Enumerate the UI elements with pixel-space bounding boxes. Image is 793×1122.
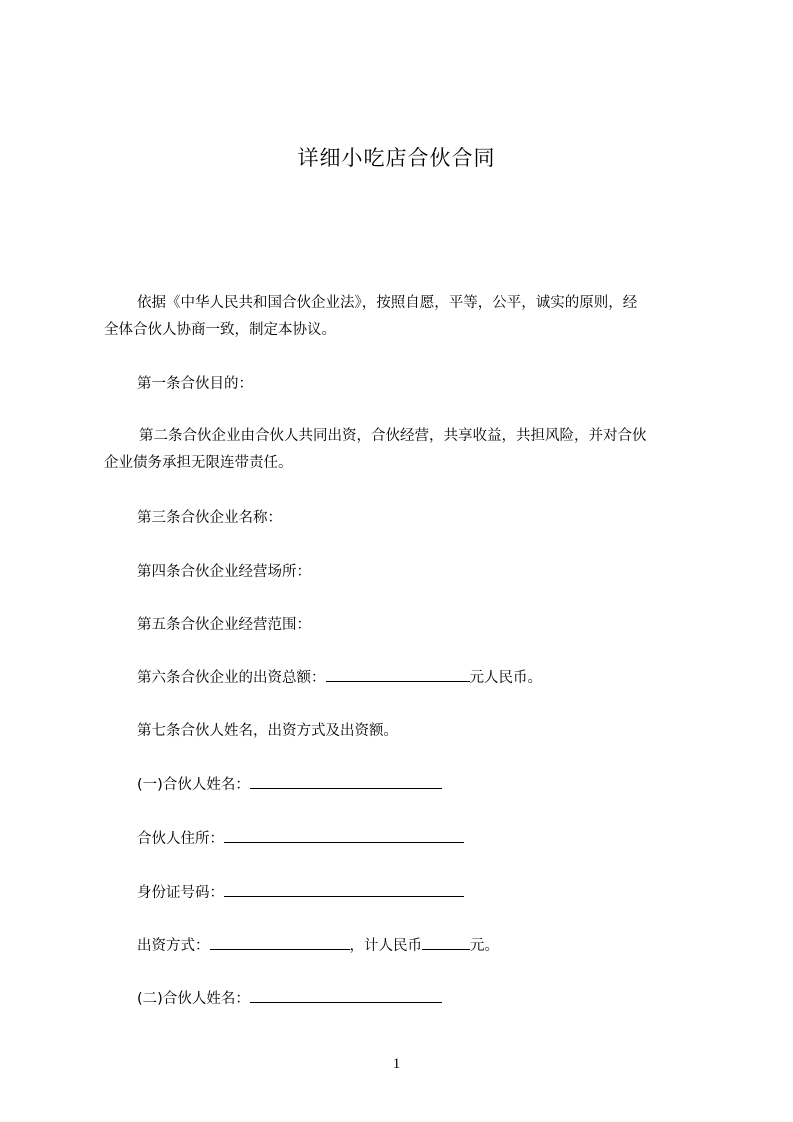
- article-6-suffix: 元人民币。: [469, 670, 542, 686]
- partner-1-name-blank[interactable]: [250, 772, 442, 789]
- article-5: 第五条合伙企业经营范围：: [137, 617, 311, 633]
- article-6: [137, 665, 542, 687]
- article-2-paragraph: [104, 423, 704, 477]
- article-2-line-2: 企业债务承担无限连带责任。: [104, 455, 293, 471]
- contribution-suffix: 元。: [470, 938, 499, 954]
- document-title: 详细小吃店合伙合同: [297, 146, 496, 170]
- article-4: 第四条合伙企业经营场所：: [137, 564, 311, 580]
- intro-line-2: 全体合伙人协商一致，制定本协议。: [104, 322, 336, 338]
- partner-1-id-label: 身份证号码：: [137, 885, 224, 901]
- partner-2-name-label: (二)合伙人姓名：: [137, 991, 250, 1007]
- intro-paragraph: [104, 290, 704, 344]
- article-2-line-1: 第二条合伙企业由合伙人共同出资，合伙经营，共享收益，共担风险，并对合伙: [139, 428, 647, 444]
- article-3: 第三条合伙企业名称：: [137, 510, 282, 526]
- article-7: 第七条合伙人姓名，出资方式及出资额。: [137, 723, 398, 739]
- page-number: 1: [392, 1056, 401, 1072]
- partner-2-name-blank[interactable]: [250, 986, 442, 1003]
- article-1: 第一条合伙目的：: [137, 376, 253, 392]
- partner-1-name-label: (一)合伙人姓名：: [137, 777, 250, 793]
- contribution-method-label: 出资方式：: [137, 938, 210, 954]
- total-capital-blank[interactable]: [326, 665, 470, 682]
- partner-1-contribution-row: [137, 933, 499, 955]
- contribution-amount-blank[interactable]: [422, 933, 470, 950]
- intro-line-1: 依据《中华人民共和国合伙企业法》，按照自愿，平等，公平，诚实的原则，经: [137, 295, 638, 311]
- partner-1-address-row: [137, 826, 464, 848]
- contribution-amount-label: ，计人民币: [349, 938, 422, 954]
- partner-1-name-row: [137, 772, 442, 794]
- contribution-method-blank[interactable]: [210, 933, 350, 950]
- partner-1-address-label: 合伙人住所：: [137, 831, 224, 847]
- article-6-prefix: 第六条合伙企业的出资总额：: [137, 670, 326, 686]
- partner-1-address-blank[interactable]: [224, 826, 464, 843]
- partner-1-id-blank[interactable]: [224, 880, 464, 897]
- partner-2-name-row: [137, 986, 442, 1008]
- partner-1-id-row: [137, 880, 464, 902]
